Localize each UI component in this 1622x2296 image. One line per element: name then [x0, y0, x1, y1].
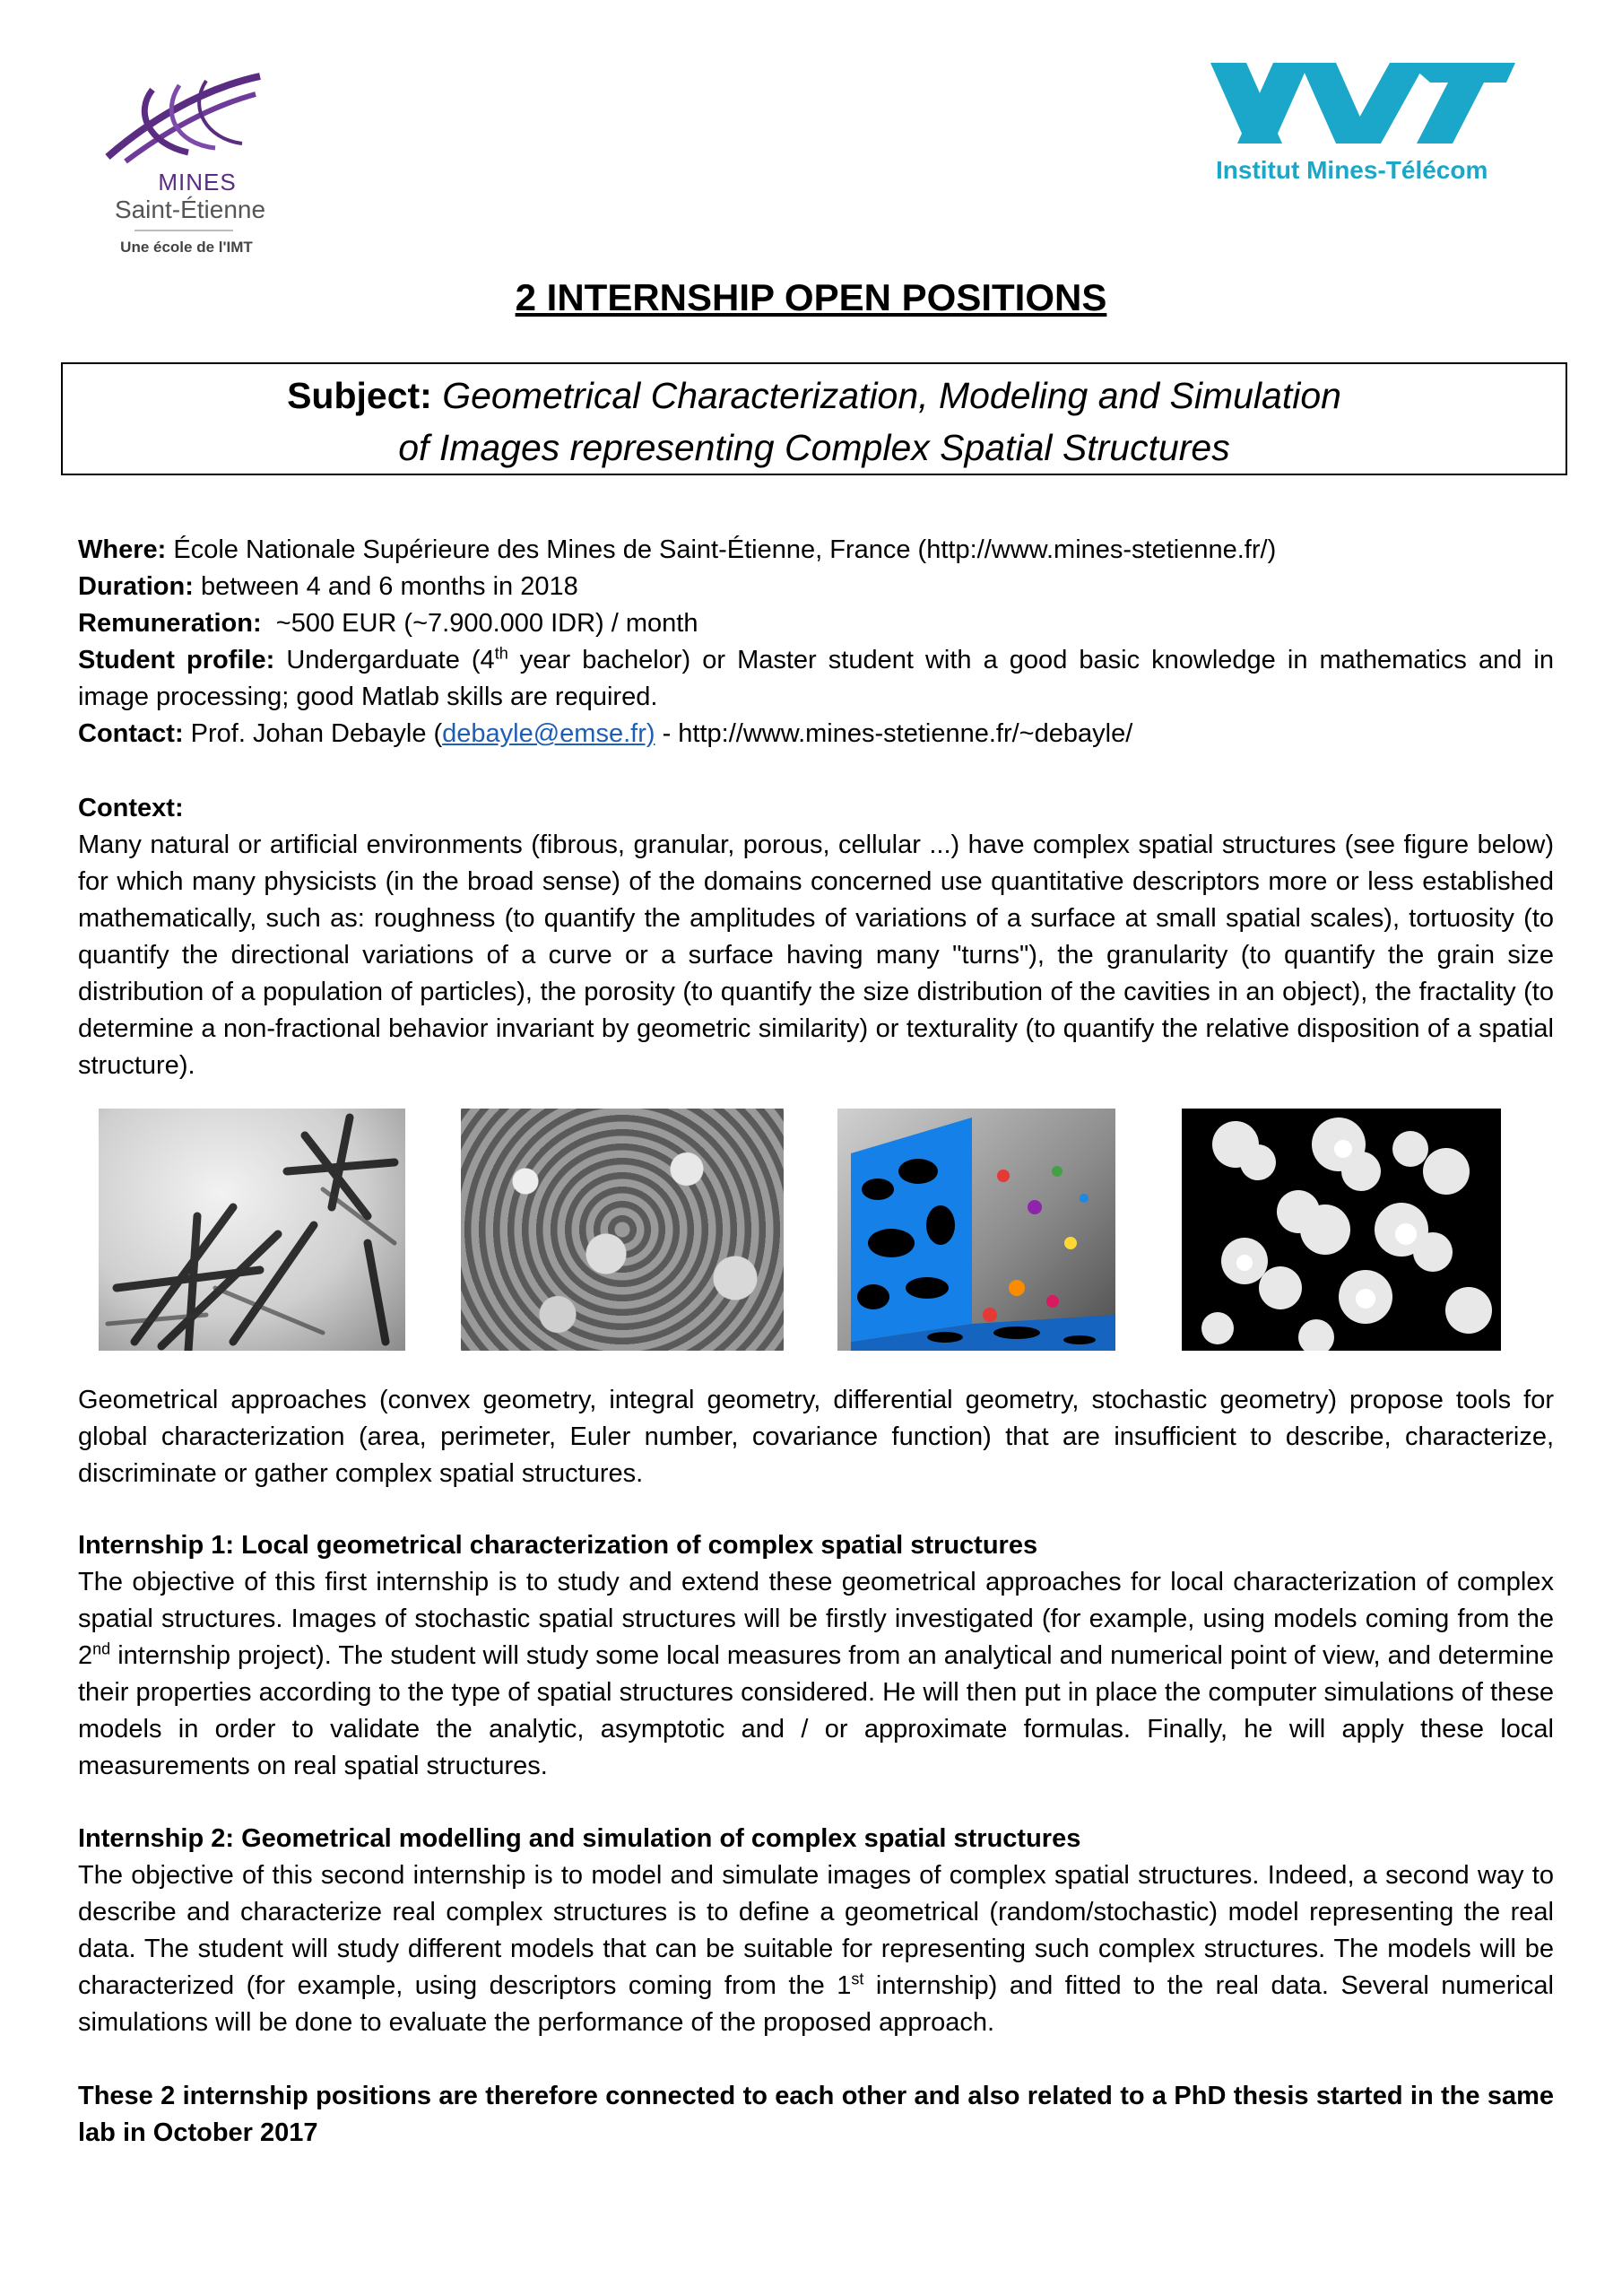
figure-sem-image [461, 1109, 784, 1351]
remuneration-line [78, 605, 1554, 642]
subject-label: Subject: [287, 375, 432, 416]
context-heading: Context: [78, 794, 184, 822]
where-line [78, 532, 1554, 569]
internship-1-section [78, 1527, 1554, 1785]
duration-label: Duration: [78, 572, 194, 601]
profile-sup: th [494, 644, 508, 663]
profile-label: Student profile: [78, 646, 275, 674]
imt-logo [1210, 63, 1524, 188]
subject-line-2 [63, 422, 1566, 474]
subject-text-1: Geometrical Characterization, Modeling and Simulation [442, 375, 1341, 416]
duration-line [78, 569, 1554, 605]
internship-2-section [78, 1821, 1554, 2041]
subject-line-1 [63, 370, 1566, 422]
profile-pre: Undergarduate (4 [286, 646, 495, 674]
contact-post: - http://www.mines-stetienne.fr/~debayle/ [655, 719, 1133, 748]
internship-1-heading: Internship 1: Local geometrical characterization of complex spatial structures [78, 1531, 1038, 1560]
where-label: Where: [78, 535, 167, 564]
internship-2-text-pre: The objective of this second internship is to model and simulate images of complex spatial structures. Indeed, a second way to describe and characterize real complex structures is to define a geometrical (random/stochastic) model representing the real data. The student will study different models that can be suitable for representing such complex structures. The models will be characterized (for example, using descriptors coming from the 1 [78, 1861, 1554, 2000]
remuneration-value: ~500 EUR (~7.900.000 IDR) / month [275, 609, 698, 638]
internship-2-text [78, 1857, 1554, 2041]
figure-3d-render-image [837, 1109, 1115, 1351]
conclusion-text: These 2 internship positions are therefore connected to each other and also related to a PhD thesis started in the same lab in October 2017 [78, 2082, 1554, 2147]
internship-1-text-pre: The objective of this first internship is to study and extend these geometrical approaches for local characterization of complex spatial structures. Images of stochastic spatial structures will be firstly investigated (for example, using models coming from the 2 [78, 1568, 1554, 1670]
mines-city: Saint-Étienne [114, 196, 266, 223]
internship-2-text-post: internship) and fitted to the real data. Several numerical simulations will be done to evaluate the performance of the proposed approach. [78, 1971, 1555, 2037]
page-title: 2 INTERNSHIP OPEN POSITIONS [515, 276, 1107, 318]
figure-crystals-image [99, 1109, 405, 1351]
context-text: Many natural or artificial environments (fibrous, granular, porous, cellular ...) have complex spatial structures (see figure below) for which many physicists (in the broad sense) of the domains concerned use quantitative descriptors more or less established mathematically, such as: roughness (to quantify the amplitudes of variations of a surface at small spatial scales), tortuosity (to quantify the directional variations of a curve or a surface having many "turns"), the granularity (to quantify the grain size distribution of a population of particles), the porosity (to quantify the size distribution of the cavities in an object), the fractality (to determine a non-fractional behavior invariant by geometric similarity) or texturality (to quantify the relative disposition of a spatial structure). [78, 831, 1554, 1080]
internship-2-sup: st [851, 1970, 864, 1988]
contact-pre: Prof. Johan Debayle ( [190, 719, 443, 748]
conclusion-section [78, 2078, 1554, 2152]
internship-1-sup: nd [92, 1639, 111, 1658]
mines-tagline: Une école de l'IMT [120, 239, 253, 256]
internship-1-text-post: internship project). The student will study some local measures from an analytical and numerical point of view, and determine their properties according to the type of spatial structures considered. He will then put in place the computer simulations of these models in order to validate the analytic, asymptotic and / or approximate formulas. Finally, he will apply these local measurements on real spatial structures. [78, 1641, 1554, 1780]
internship-1-text [78, 1564, 1554, 1785]
contact-line [78, 716, 1554, 752]
context-section [78, 790, 1554, 1084]
subject-text-2: of Images representing Complex Spatial Structures [398, 427, 1230, 468]
figure-grains-image [1182, 1109, 1501, 1351]
mines-divider [134, 230, 233, 231]
imt-wordmark: Institut Mines-Télécom [1216, 156, 1488, 184]
internship-2-heading: Internship 2: Geometrical modelling and simulation of complex spatial structures [78, 1824, 1081, 1853]
mines-saint-etienne-logo [90, 72, 269, 260]
subject-box [61, 362, 1567, 475]
mines-wordmark: MINES [158, 169, 237, 196]
where-value: École Nationale Supérieure des Mines de Saint-Étienne, France (http://www.mines-stetienne.fr/) [173, 535, 1277, 564]
remuneration-label: Remuneration: [78, 609, 262, 638]
approaches-section [78, 1382, 1554, 1492]
contact-label: Contact: [78, 719, 184, 748]
details-section [78, 532, 1554, 752]
duration-value: between 4 and 6 months in 2018 [200, 572, 578, 601]
approaches-text: Geometrical approaches (convex geometry, integral geometry, differential geometry, stochastic geometry) propose tools for global characterization (area, perimeter, Euler number, covariance function) that are insufficient to describe, characterize, discriminate or gather complex spatial structures. [78, 1386, 1554, 1488]
mines-swirl-icon [99, 72, 269, 170]
contact-email-link[interactable]: debayle@emse.fr) [442, 719, 655, 748]
profile-line [78, 642, 1554, 716]
imt-mark-icon [1210, 63, 1515, 148]
profile-post: year bachelor) or Master student with a good basic knowledge in mathematics and in image processing; good Matlab skills are required. [78, 646, 1554, 711]
